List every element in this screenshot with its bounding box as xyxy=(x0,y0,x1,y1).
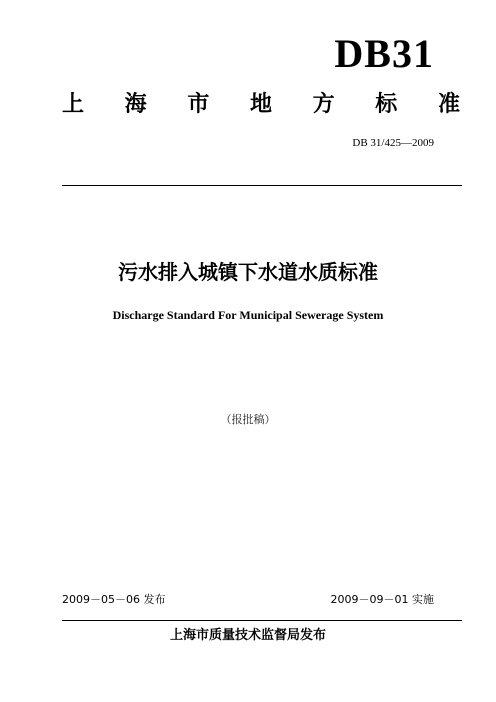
title-char: 标 xyxy=(375,92,398,117)
bottom-divider xyxy=(62,620,462,621)
document-title: 污水排入城镇下水道水质标准 xyxy=(118,260,378,284)
standard-category-title xyxy=(62,92,460,118)
draft-note: （报批稿） xyxy=(220,413,276,426)
implementation-date: 2009－09－01 实施 xyxy=(330,593,434,606)
title-char: 方 xyxy=(312,92,335,117)
top-divider xyxy=(62,185,462,186)
title-char: 海 xyxy=(124,92,147,117)
issuing-authority: 上海市质量技术监督局发布 xyxy=(169,628,326,643)
title-char: 市 xyxy=(187,92,210,117)
document-subtitle: Discharge Standard For Municipal Sewerage System xyxy=(112,308,384,322)
title-char: 上 xyxy=(62,92,85,117)
title-char: 准 xyxy=(437,92,460,117)
title-char: 地 xyxy=(249,92,272,117)
issue-date: 2009－05－06 发布 xyxy=(62,593,166,606)
standard-number: DB 31/425—2009 xyxy=(352,137,434,149)
standard-code: DB31 xyxy=(334,31,434,76)
